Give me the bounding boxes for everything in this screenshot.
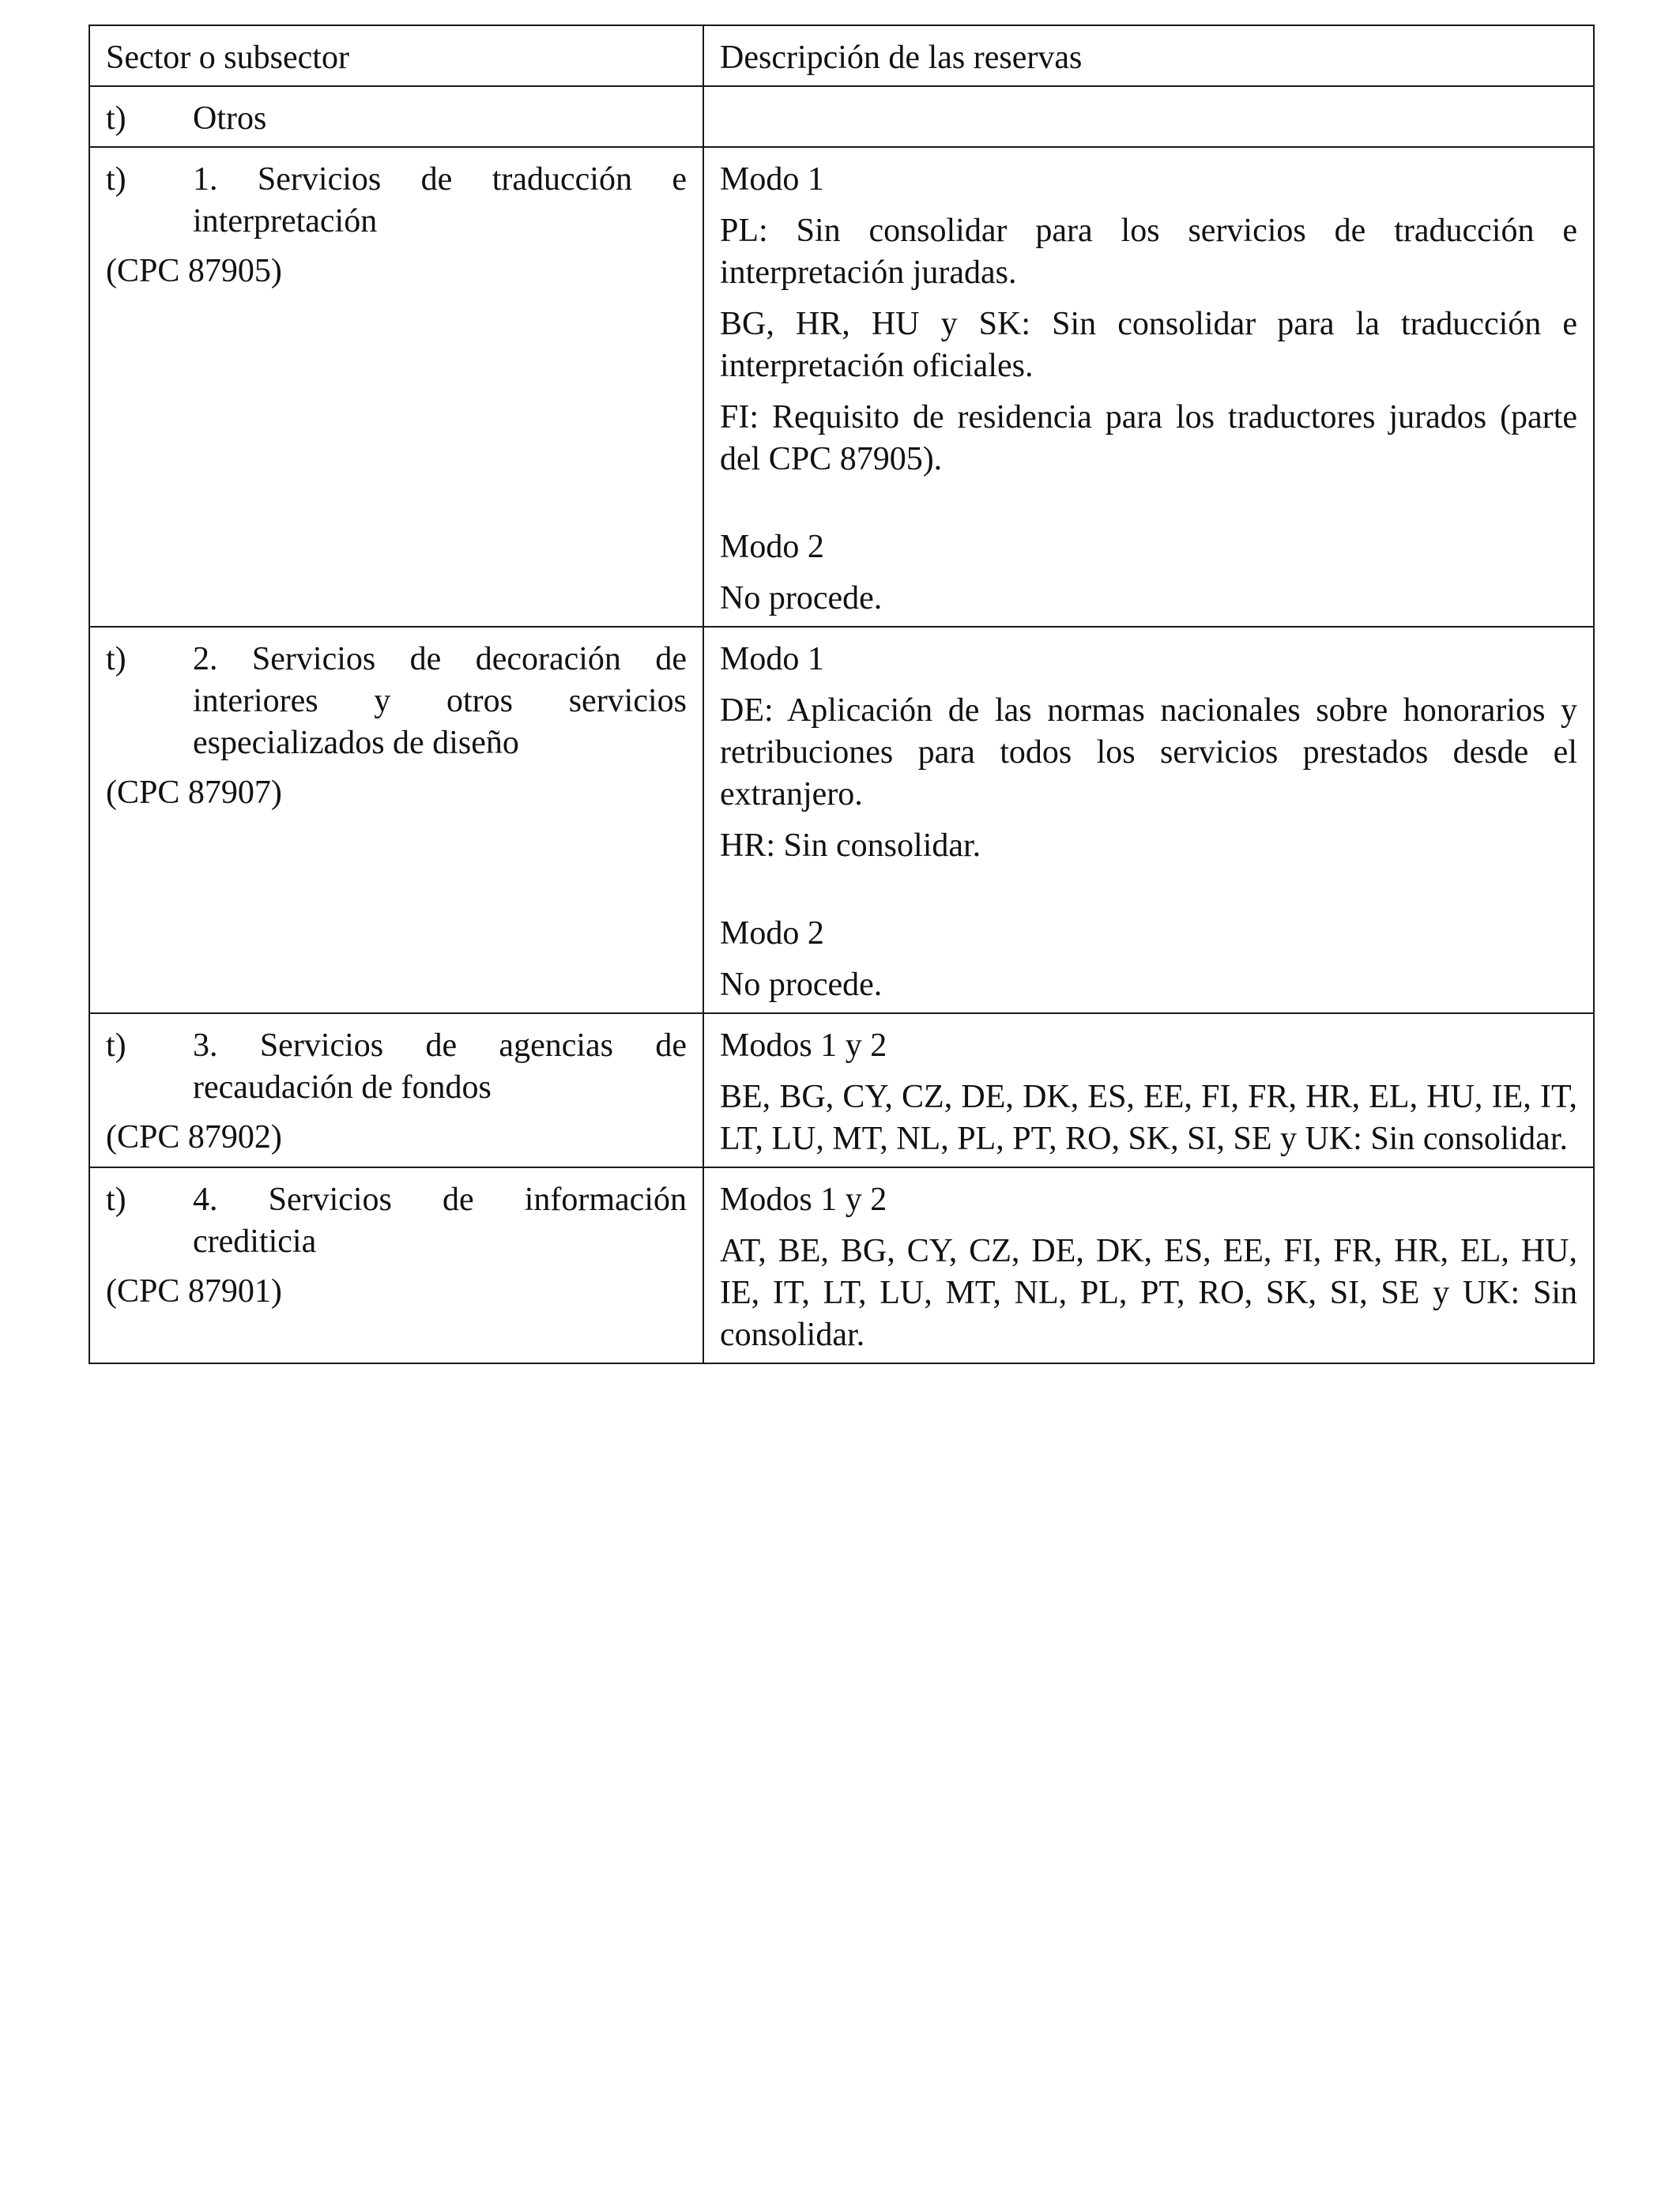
header-sector-label: Sector o subsector: [106, 40, 349, 76]
section-heading: [106, 98, 687, 140]
table-row: [89, 1013, 1594, 1167]
table-row: [89, 147, 1594, 627]
section-tag: t): [106, 100, 126, 137]
section-name: Otros: [193, 100, 267, 137]
sector-name: 2. Servicios de decoración de interiores y otros servicios especializados de diseño: [193, 641, 687, 761]
cpc-code: (CPC 87905): [106, 253, 282, 289]
sector-cell: [89, 1167, 703, 1363]
sector-name: 4. Servicios de información crediticia: [193, 1182, 687, 1260]
section-row: [89, 86, 1594, 147]
cpc-code: (CPC 87907): [106, 775, 282, 811]
reservations-table: [89, 25, 1595, 1364]
sector-tag: t): [106, 161, 126, 198]
reservation-text: No procede.: [720, 580, 883, 616]
sector-heading: [106, 1025, 687, 1109]
sector-heading: [106, 159, 687, 243]
block-spacer: [720, 867, 1577, 913]
description-cell: [703, 1013, 1594, 1167]
header-description-label: Descripción de las reservas: [720, 40, 1083, 76]
mode-label: Modo 1: [720, 161, 824, 198]
block-spacer: [720, 481, 1577, 526]
reservation-text: PL: Sin consolidar para los servicios de traducción e interpretación juradas.: [720, 213, 1577, 291]
empty-description: [720, 98, 1577, 140]
mode-label: Modo 2: [720, 915, 824, 952]
reservation-text: BG, HR, HU y SK: Sin consolidar para la traducción e interpretación oficiales.: [720, 306, 1577, 384]
reservation-text: No procede.: [720, 967, 883, 1003]
sector-tag: t): [106, 641, 126, 677]
sector-heading: [106, 1179, 687, 1263]
reservation-text: DE: Aplicación de las normas nacionales sobre honorarios y retribuciones para todos los servicios prestados desde el extranjero.: [720, 692, 1577, 812]
reservation-text: FI: Requisito de residencia para los traductores jurados (parte del CPC 87905).: [720, 399, 1577, 477]
cpc-code: (CPC 87902): [106, 1119, 282, 1155]
cpc-code: (CPC 87901): [106, 1273, 282, 1310]
sector-tag: t): [106, 1182, 126, 1218]
sector-tag: t): [106, 1027, 126, 1064]
sector-cell: [89, 627, 703, 1013]
sector-name: 3. Servicios de agencias de recaudación de fondos: [193, 1027, 687, 1106]
reservation-text: HR: Sin consolidar.: [720, 827, 981, 864]
section-description-cell: [703, 86, 1594, 147]
header-description-cell: [703, 25, 1594, 86]
description-cell: [703, 627, 1594, 1013]
table-header-row: [89, 25, 1594, 86]
header-sector-cell: [89, 25, 703, 86]
mode-label: Modos 1 y 2: [720, 1182, 887, 1218]
section-sector-cell: [89, 86, 703, 147]
description-cell: [703, 147, 1594, 627]
table-row: [89, 627, 1594, 1013]
mode-label: Modo 1: [720, 641, 824, 677]
sector-heading: [106, 639, 687, 764]
sector-cell: [89, 147, 703, 627]
reservation-text: AT, BE, BG, CY, CZ, DE, DK, ES, EE, FI, FR, HR, EL, HU, IE, IT, LT, LU, MT, NL, PL, PT, RO, SK, SI, SE y UK: Sin consolidar.: [720, 1233, 1577, 1353]
sector-cell: [89, 1013, 703, 1167]
description-cell: [703, 1167, 1594, 1363]
sector-name: 1. Servicios de traducción e interpretación: [193, 161, 687, 239]
mode-label: Modos 1 y 2: [720, 1027, 887, 1064]
mode-label: Modo 2: [720, 529, 824, 565]
table-row: [89, 1167, 1594, 1363]
reservation-text: BE, BG, CY, CZ, DE, DK, ES, EE, FI, FR, HR, EL, HU, IE, IT, LT, LU, MT, NL, PL, PT, RO, SK, SI, SE y UK: Sin consolidar.: [720, 1079, 1577, 1157]
